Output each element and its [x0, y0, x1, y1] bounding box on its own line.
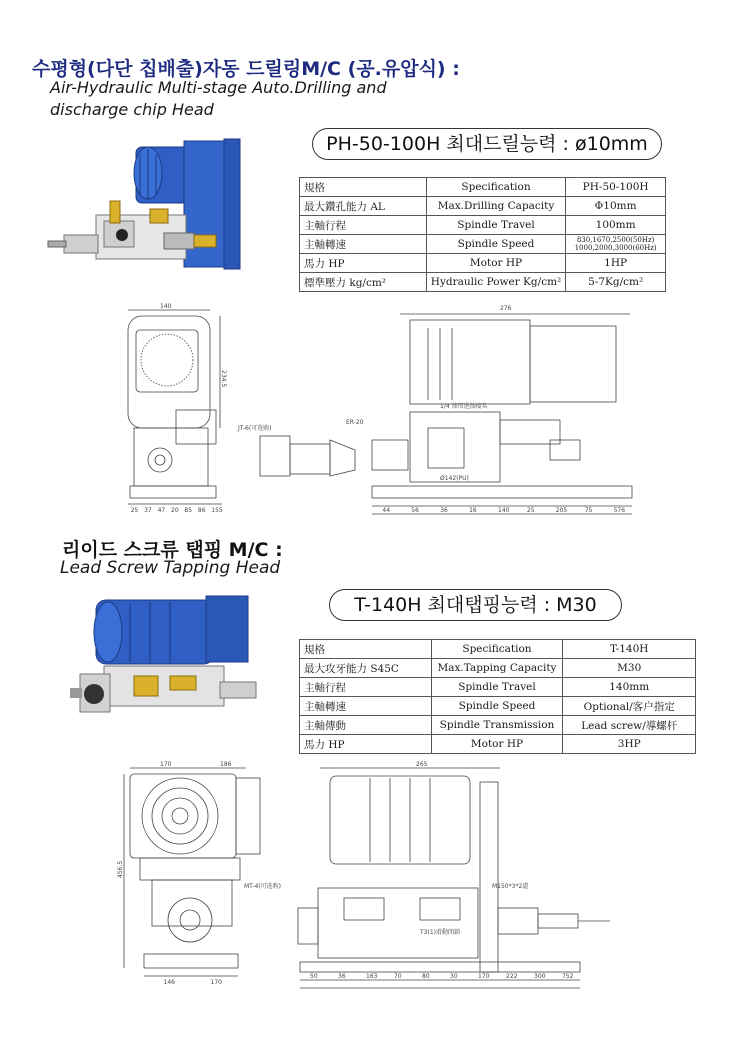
table-cell: 規格	[300, 178, 427, 197]
table-cell: Specification	[431, 640, 563, 659]
table-cell: Lead screw/導螺杆	[563, 716, 696, 735]
table-row	[300, 659, 696, 678]
section1-capacity-label: PH-50-100H 최대드릴능력 : ø10mm	[326, 133, 648, 155]
dim-bottom-right-9: 752	[562, 973, 574, 980]
dim-bottom-left-1: 170	[210, 979, 222, 986]
label-t3: T3(1)滑動閉鎖	[420, 929, 460, 936]
table-cell: 3HP	[563, 735, 696, 754]
tapping-head-drawing	[117, 758, 640, 990]
label-lead: M150*3*2道	[492, 883, 529, 890]
dim-bottom-right-8: 576	[613, 507, 626, 514]
table-cell: Spindle Transmission	[431, 716, 563, 735]
drilling-head-drawing	[110, 300, 640, 520]
table-cell: 主軸行程	[300, 216, 427, 235]
dim-bottom-right-3: 70	[394, 973, 402, 980]
label-jt: JT-6(可选购)	[238, 425, 272, 432]
section1-subtitle-line1: Air-Hydraulic Multi-stage Auto.Drilling and	[50, 78, 387, 97]
table-cell: 最大鑽孔能力 AL	[300, 197, 427, 216]
table-row	[300, 178, 666, 197]
section2-capacity-label: T-140H 최대탭핑능력 : M30	[354, 594, 597, 616]
table-cell: Spindle Speed	[426, 235, 565, 254]
dim-bottom-right-3: 16	[469, 507, 477, 514]
dim-bottom-right-7: 75	[584, 507, 593, 514]
table-cell: 主軸轉速	[300, 235, 427, 254]
section2-subtitle: Lead Screw Tapping Head	[60, 558, 281, 578]
label-oil: 1/4 油压进油接头	[440, 403, 488, 410]
dim-bottom-right-4: 140	[498, 507, 510, 514]
table-row	[300, 235, 666, 254]
table-cell: T-140H	[563, 640, 696, 659]
dim-bottom-right-2: 163	[366, 973, 378, 980]
table-cell: Spindle Travel	[426, 216, 565, 235]
table-cell: 主軸行程	[300, 678, 432, 697]
table-row	[300, 254, 666, 273]
dim-bottom-left-1: 37	[144, 507, 152, 514]
dim-bottom-right-5: 30	[450, 973, 458, 980]
spindle-speed-60hz: 1000,2000,3000(60Hz)	[574, 244, 657, 252]
dim-bottom-right-6: 205	[555, 507, 568, 514]
dim-right-top: 276	[500, 305, 512, 312]
table-cell: 主軸轉速	[300, 697, 432, 716]
section2-title-kr: 리이드 스크류 탭핑 M/C :	[62, 539, 283, 561]
label-ring: Ø142(PU)	[440, 475, 469, 482]
section1-spec-table	[299, 177, 666, 292]
table-row	[300, 735, 696, 754]
dim-bottom-right-1: 36	[338, 973, 346, 980]
table-row	[300, 716, 696, 735]
table-cell: PH-50-100H	[566, 178, 666, 197]
dim-top-width: 140	[160, 303, 172, 310]
table-cell: Specification	[426, 178, 565, 197]
table-cell-two-line	[566, 235, 666, 254]
dim-bottom-right-0: 44	[382, 507, 391, 514]
dim-bottom-right-0: 50	[310, 973, 318, 980]
table-cell: Motor HP	[431, 735, 563, 754]
dim-bottom-right-2: 36	[440, 507, 448, 514]
table-cell: Φ10mm	[566, 197, 666, 216]
table-cell: 主軸傳動	[300, 716, 432, 735]
dim-bottom-right-8: 300	[534, 973, 546, 980]
dim-top-c: 265	[416, 761, 428, 768]
dim-bottom-right-4: 80	[422, 973, 430, 980]
label-mt: MT-4(可选购)	[244, 883, 281, 890]
dim-bottom-left-4: 85	[184, 507, 193, 514]
spindle-speed-50hz: 830,1670,2500(50Hz)	[576, 236, 655, 244]
table-cell: 5-7Kg/cm²	[566, 273, 666, 292]
dim-height: 234.5	[220, 370, 227, 388]
table-cell: Optional/客户指定	[563, 697, 696, 716]
dim-bottom-left-5: 86	[197, 507, 206, 514]
dim-bottom-left-3: 20	[171, 507, 179, 514]
table-cell: M30	[563, 659, 696, 678]
dim-bottom-left-6: 155	[211, 507, 223, 514]
dim-top-a: 170	[160, 761, 172, 768]
dim-bottom-right-6: 170	[478, 973, 490, 980]
dim-bottom-right-5: 25	[526, 507, 535, 514]
table-row	[300, 678, 696, 697]
table-cell: 馬力 HP	[300, 254, 427, 273]
table-cell: Hydraulic Power Kg/cm²	[426, 273, 565, 292]
section1-capacity-box	[312, 128, 662, 160]
table-row	[300, 216, 666, 235]
table-cell: 140mm	[563, 678, 696, 697]
table-row	[300, 197, 666, 216]
dim-bottom-right-1: 56	[411, 507, 419, 514]
dim-bottom-right-7: 222	[506, 973, 518, 980]
table-cell: Max.Drilling Capacity	[426, 197, 565, 216]
dim-bottom-left-2: 47	[157, 507, 166, 514]
table-cell: Max.Tapping Capacity	[431, 659, 563, 678]
dim-height: 456.5	[117, 860, 124, 878]
table-cell: 100mm	[566, 216, 666, 235]
dim-bottom-left-0: 146	[163, 979, 175, 986]
section1-title-kr: 수평형(다단 칩배출)자동 드릴링M/C (공.유압식) :	[32, 58, 460, 80]
tapping-head-photo	[60, 590, 280, 740]
section2-spec-table	[299, 639, 696, 754]
section2-capacity-box	[329, 589, 622, 621]
table-cell: 1HP	[566, 254, 666, 273]
table-cell: Spindle Speed	[431, 697, 563, 716]
table-cell: 馬力 HP	[300, 735, 432, 754]
table-row	[300, 697, 696, 716]
label-er: ER-20	[346, 419, 364, 426]
table-row	[300, 273, 666, 292]
dim-top-b: 186	[220, 761, 232, 768]
table-row	[300, 640, 696, 659]
table-cell: 標準壓力 kg/cm²	[300, 273, 427, 292]
dim-bottom-left-0: 25	[130, 507, 139, 514]
table-cell: Motor HP	[426, 254, 565, 273]
table-cell: 最大攻牙能力 S45C	[300, 659, 432, 678]
drilling-head-photo	[44, 135, 249, 280]
table-cell: 規格	[300, 640, 432, 659]
section1-subtitle-line2: discharge chip Head	[50, 100, 214, 119]
table-cell: Spindle Travel	[431, 678, 563, 697]
